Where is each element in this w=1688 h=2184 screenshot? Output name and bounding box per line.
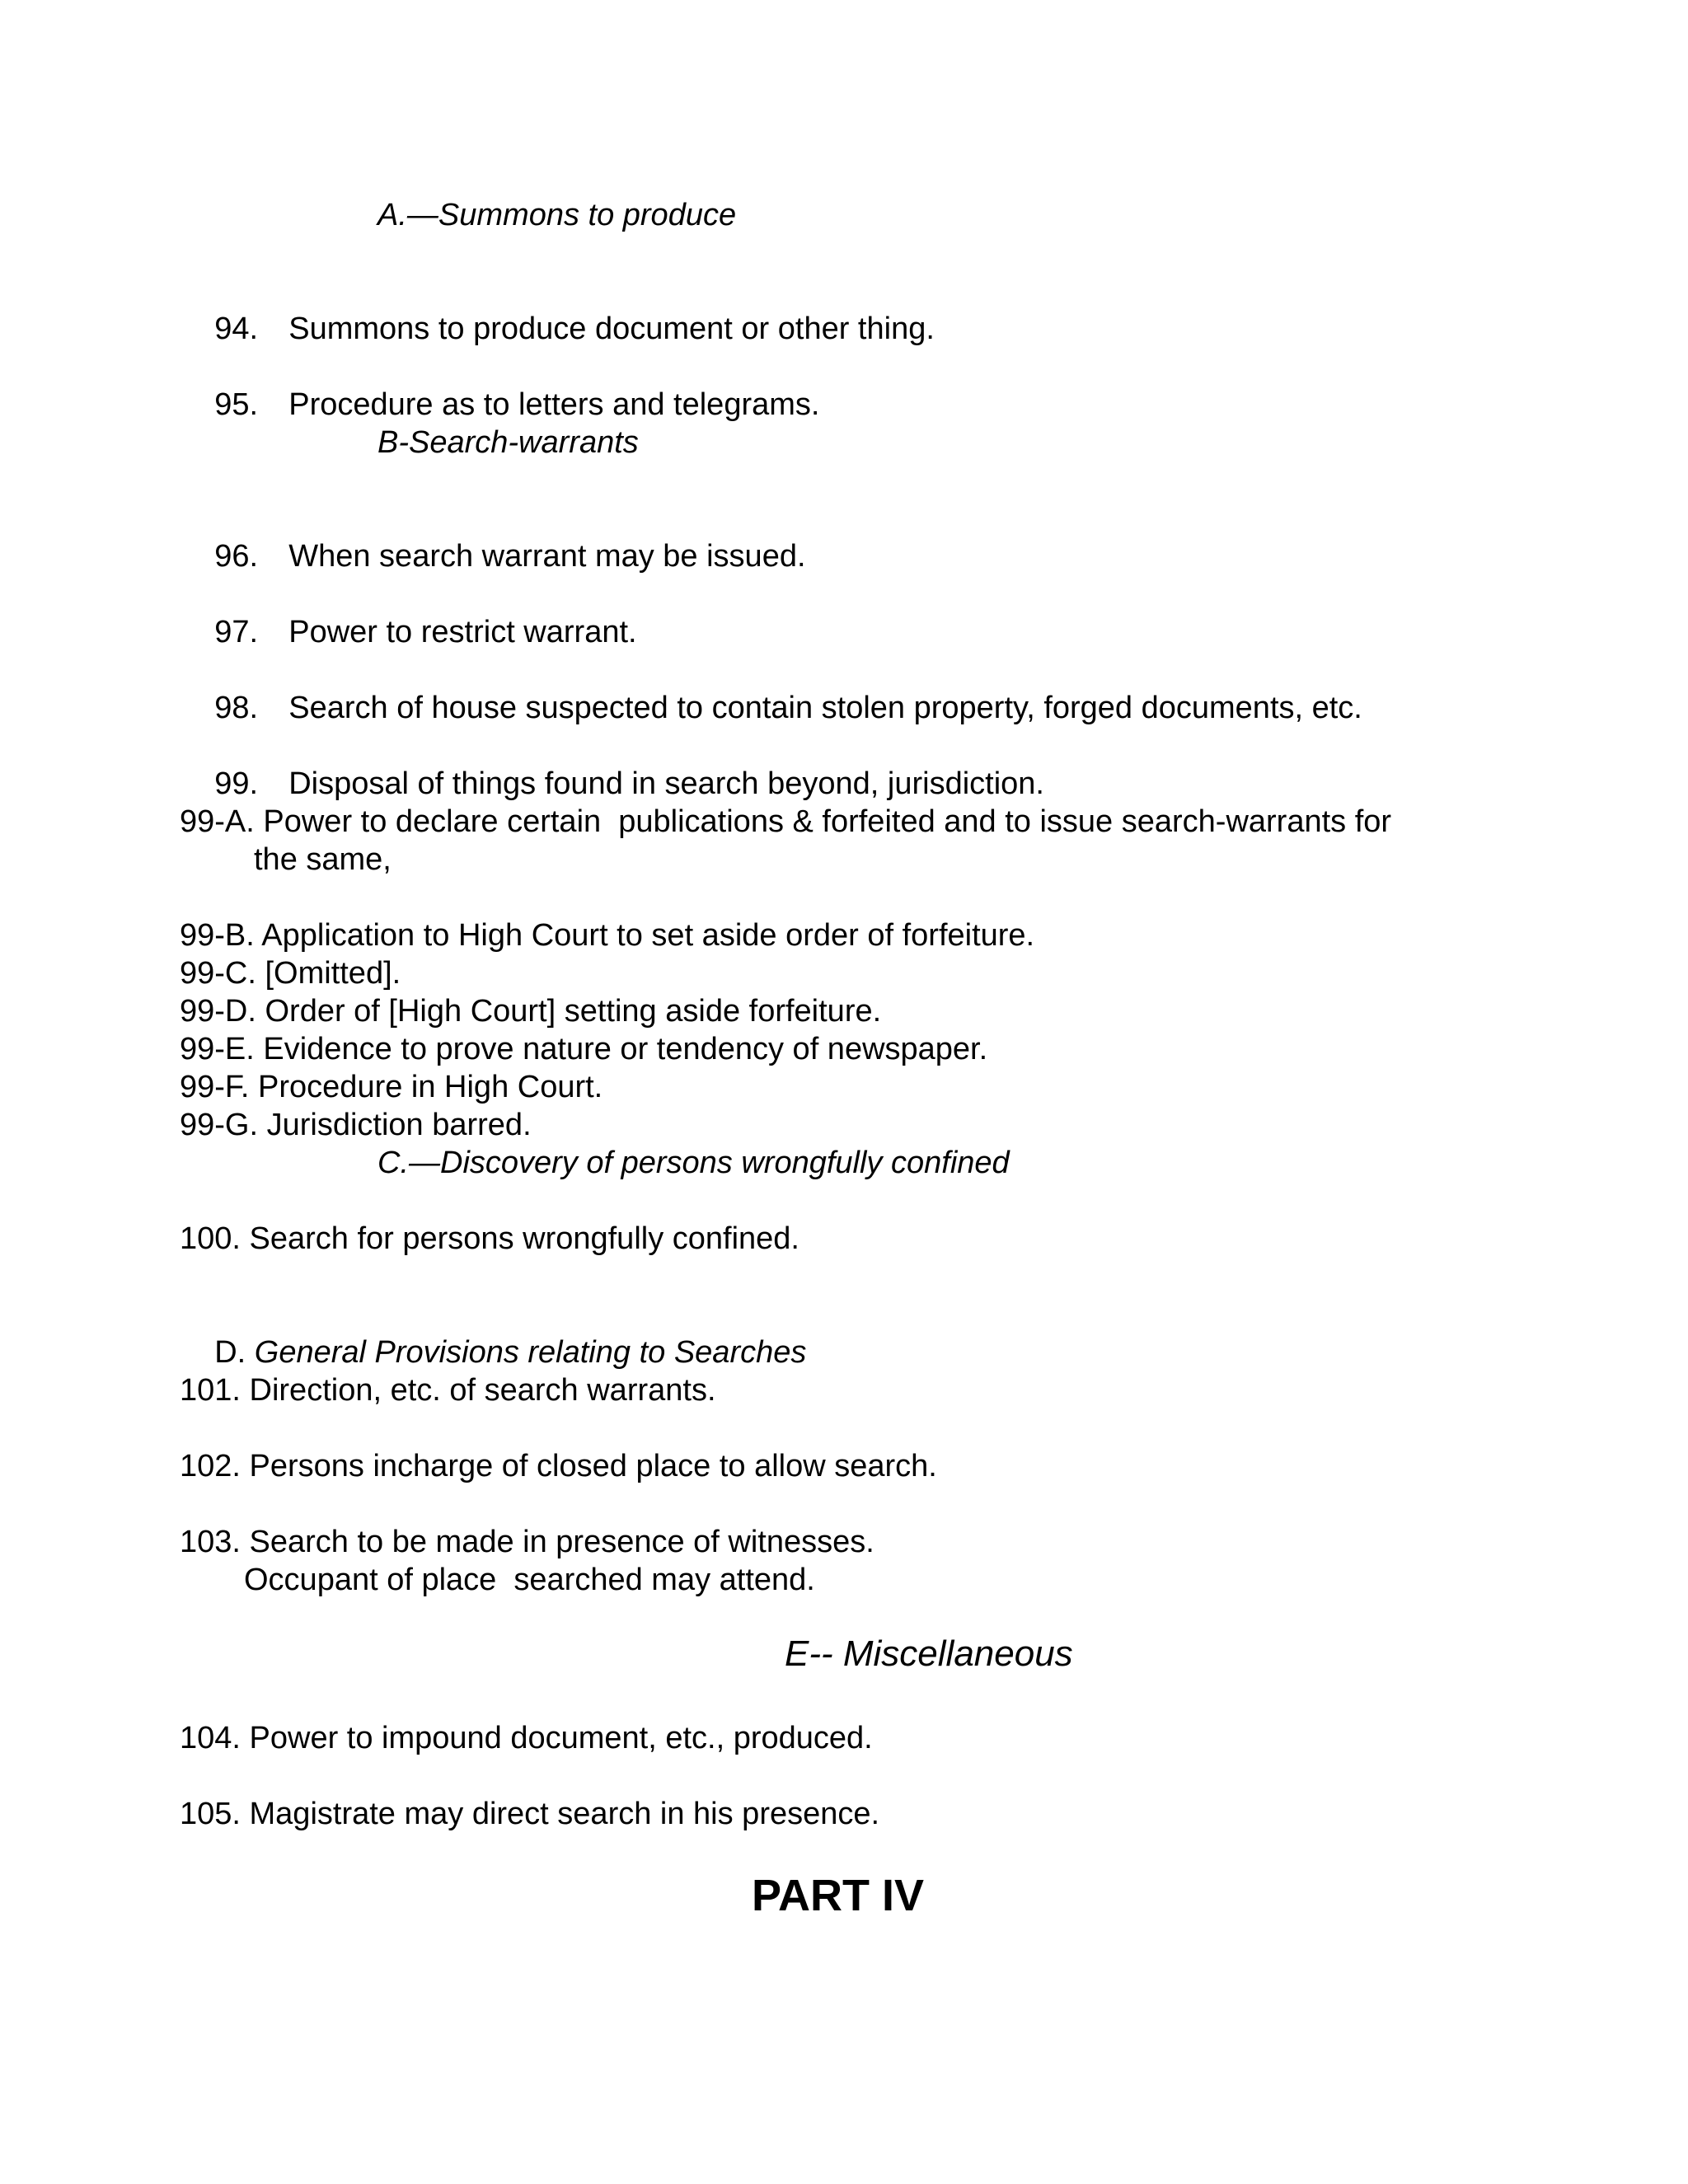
heading-miscellaneous: E-- Miscellaneous xyxy=(785,1633,1073,1674)
section-title: Power to restrict warrant. xyxy=(288,615,637,649)
toc-entry-101: 101. Direction, etc. of search warrants. xyxy=(180,1373,716,1408)
section-number: 94. xyxy=(214,312,259,346)
section-title: When search warrant may be issued. xyxy=(288,539,806,574)
section-number: 95. xyxy=(214,387,259,422)
toc-entry-99a: 99-A. Power to declare certain publications & forfeited and to issue search-warrants for xyxy=(180,804,1392,839)
section-number: 96. xyxy=(214,539,259,574)
section-number: 97. xyxy=(214,615,259,649)
toc-entry-99b: 99-B. Application to High Court to set aside order of forfeiture. xyxy=(180,918,1035,953)
toc-entry-99e: 99-E. Evidence to prove nature or tendency of newspaper. xyxy=(180,1032,988,1066)
toc-entry-104: 104. Power to impound document, etc., produced. xyxy=(180,1721,873,1755)
toc-entry-103: 103. Search to be made in presence of witnesses. xyxy=(180,1525,874,1559)
section-title: Summons to produce document or other thing. xyxy=(288,312,935,346)
toc-entry-99f: 99-F. Procedure in High Court. xyxy=(180,1070,603,1104)
heading-letter: D. xyxy=(214,1335,255,1370)
toc-entry-99c: 99-C. [Omitted]. xyxy=(180,956,401,991)
toc-entry-105: 105. Magistrate may direct search in his presence. xyxy=(180,1797,880,1831)
section-title: Disposal of things found in search beyond, jurisdiction. xyxy=(288,766,1044,801)
toc-entry-103-continuation: Occupant of place searched may attend. xyxy=(244,1563,815,1597)
section-title: Search of house suspected to contain stolen property, forged documents, etc. xyxy=(288,691,1362,725)
heading-title: General Provisions relating to Searches xyxy=(254,1335,807,1370)
toc-entry-102: 102. Persons incharge of closed place to allow search. xyxy=(180,1449,937,1483)
toc-entry-100: 100. Search for persons wrongfully confined. xyxy=(180,1221,799,1256)
toc-entry-99d: 99-D. Order of [High Court] setting aside forfeiture. xyxy=(180,994,882,1029)
toc-entry-99a-continuation: the same, xyxy=(254,842,392,877)
heading-summons-to-produce: A.—Summons to produce xyxy=(377,198,737,232)
toc-entry-99g: 99-G. Jurisdiction barred. xyxy=(180,1108,532,1142)
heading-discovery-of-persons: C.—Discovery of persons wrongfully confined xyxy=(377,1146,1010,1180)
section-number: 98. xyxy=(214,691,259,725)
heading-search-warrants: B-Search-warrants xyxy=(377,425,639,460)
section-number: 99. xyxy=(214,766,259,801)
section-title: Procedure as to letters and telegrams. xyxy=(288,387,820,422)
part-title: PART IV xyxy=(752,1871,925,1920)
